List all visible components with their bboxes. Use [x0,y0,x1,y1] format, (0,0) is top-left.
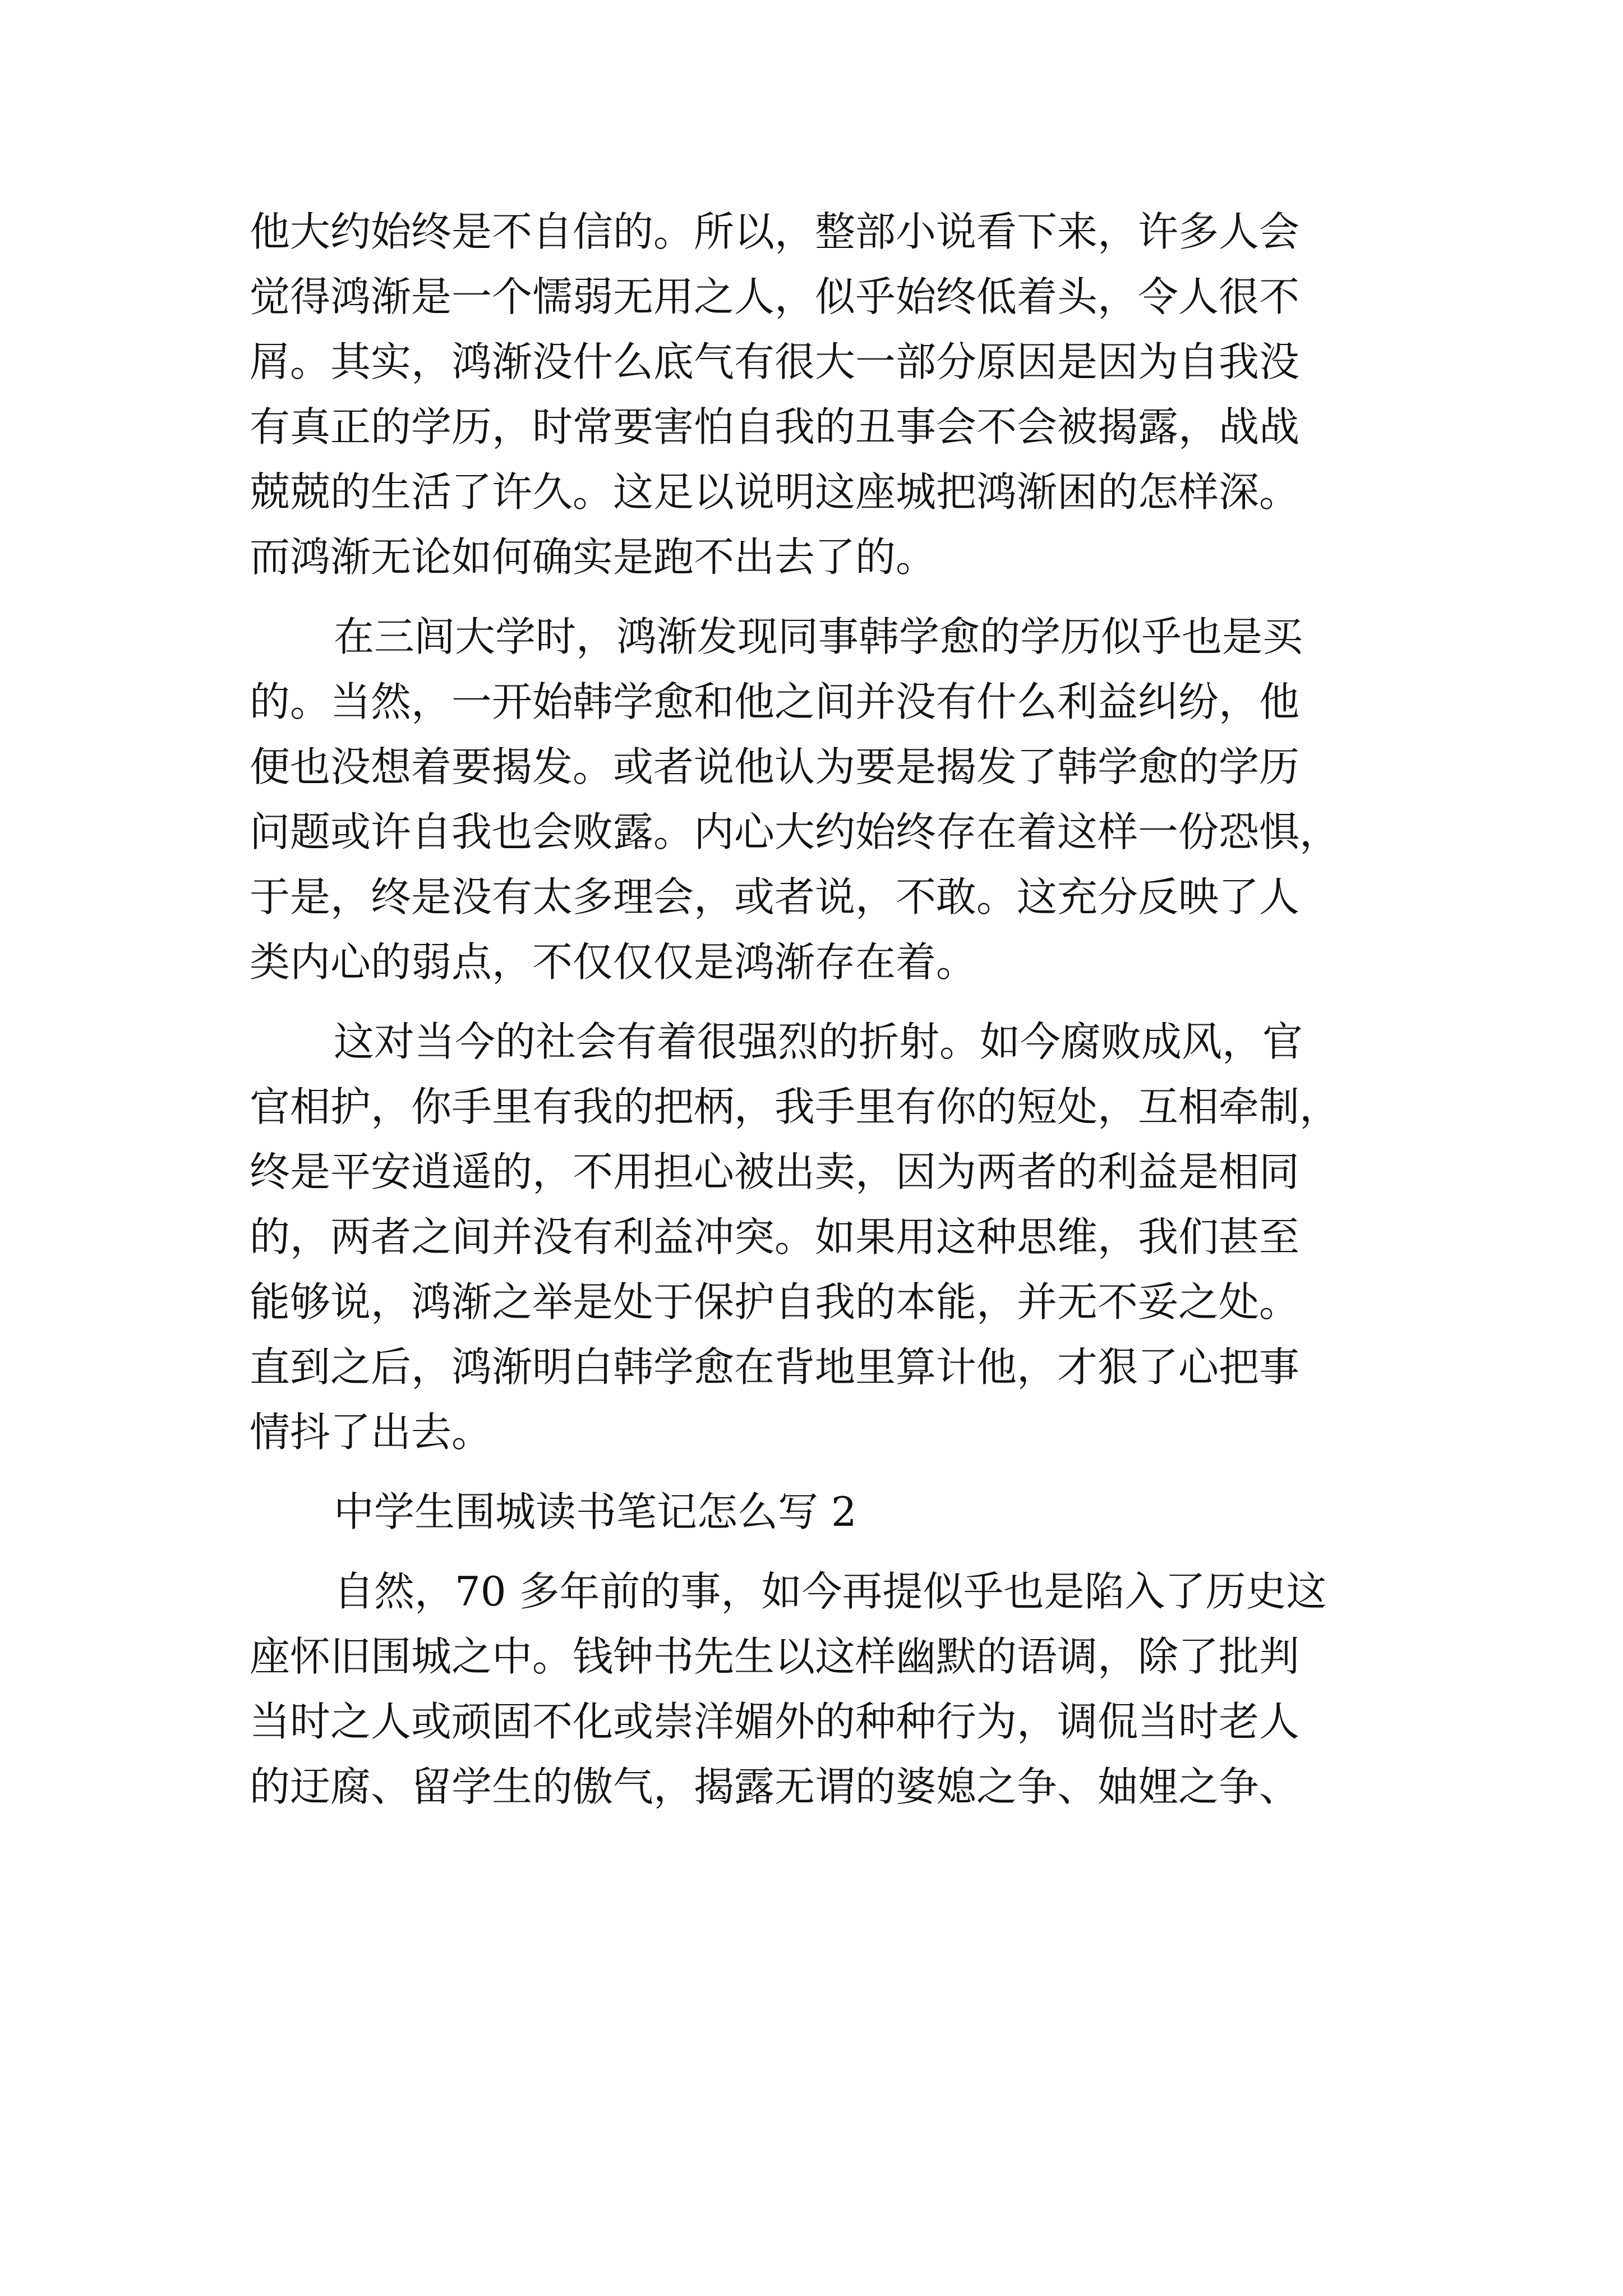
text-line: 终是平安逍遥的，不用担心被出卖，因为两者的利益是相同 [250,1148,1300,1195]
text-line: 觉得鸿渐是一个懦弱无用之人，似乎始终低着头，令人很不 [250,273,1300,320]
text-line: 能够说，鸿渐之举是处于保护自我的本能，并无不妥之处。 [250,1278,1300,1326]
text-line: 他大约始终是不自信的。所以，整部小说看下来，许多人会 [250,208,1300,255]
paragraph-4 [250,1559,1388,1819]
text-line: 而鸿渐无论如何确实是跑不出去了的。 [250,533,937,581]
text-line: 官相护，你手里有我的把柄，我手里有你的短处，互相牵制， [250,1083,1340,1130]
body-text [250,199,1388,1819]
text-line: 座怀旧围城之中。钱钟书先生以这样幽默的语调，除了批判 [250,1633,1300,1680]
text-line: 类内心的弱点，不仅仅仅是鸿渐存在着。 [250,938,977,986]
paragraph-spacer [250,995,1388,1009]
section-heading-block [250,1479,1388,1544]
paragraph-2 [250,604,1388,995]
section-heading: 中学生围城读书笔记怎么写 2 [334,1488,857,1535]
text-line: 便也没想着要揭发。或者说他认为要是揭发了韩学愈的学历 [250,743,1300,790]
text-line: 问题或许自我也会败露。内心大约始终存在着这样一份恐惧， [250,808,1340,855]
paragraph-3 [250,1009,1388,1465]
text-line: 兢兢的生活了许久。这足以说明这座城把鸿渐困的怎样深。 [250,468,1300,516]
text-line: 有真正的学历，时常要害怕自我的丑事会不会被揭露，战战 [250,403,1300,450]
text-line: 屑。其实，鸿渐没什么底气有很大一部分原因是因为自我没 [250,338,1300,385]
text-line: 在三闾大学时，鸿渐发现同事韩学愈的学历似乎也是买 [334,613,1303,660]
text-line: 直到之后，鸿渐明白韩学愈在背地里算计他，才狠了心把事 [250,1343,1300,1391]
text-line: 于是，终是没有太多理会，或者说，不敢。这充分反映了人 [250,873,1300,921]
text-line: 的，两者之间并没有利益冲突。如果用这种思维，我们甚至 [250,1213,1300,1260]
text-line: 当时之人或顽固不化或崇洋媚外的种种行为，调侃当时老人 [250,1698,1300,1745]
text-line: 自然，70 多年前的事，如今再提似乎也是陷入了历史这 [334,1568,1327,1615]
paragraph-spacer [250,590,1388,604]
text-line: 的迂腐、留学生的傲气，揭露无谓的婆媳之争、妯娌之争、 [250,1763,1300,1810]
paragraph-spacer [250,1465,1388,1479]
paragraph-spacer [250,1544,1388,1559]
text-line: 的。当然，一开始韩学愈和他之间并没有什么利益纠纷，他 [250,678,1300,725]
paragraph-1 [250,199,1388,590]
text-line: 情抖了出去。 [250,1409,492,1456]
text-line: 这对当今的社会有着很强烈的折射。如今腐败成风，官 [334,1018,1303,1065]
